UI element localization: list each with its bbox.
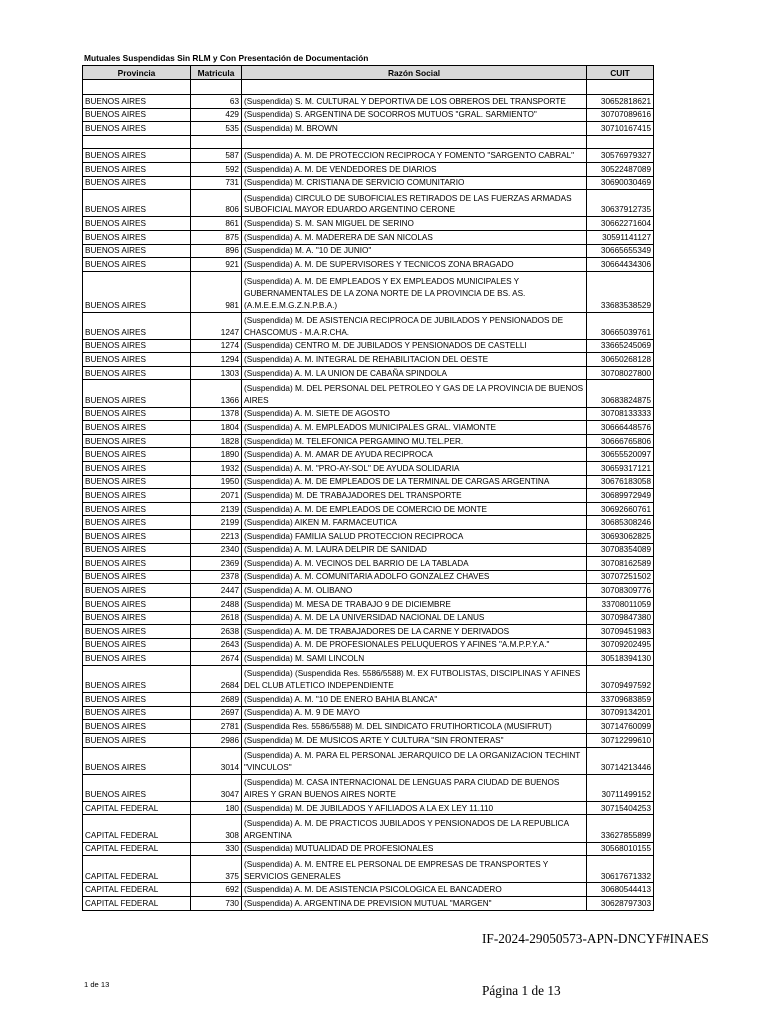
- cell-razon-social: (Suspendida) M. DE MUSICOS ARTE Y CULTURA "SIN FRONTERAS": [242, 733, 587, 747]
- cell-provincia: BUENOS AIRES: [83, 584, 191, 598]
- cell-matricula: 2781: [191, 720, 242, 734]
- cell-provincia: BUENOS AIRES: [83, 720, 191, 734]
- table-row: [83, 842, 654, 856]
- table-header-row: [83, 66, 654, 80]
- cell-razon-social: (Suspendida) S. ARGENTINA DE SOCORROS MUTUOS "GRAL. SARMIENTO": [242, 108, 587, 122]
- cell-cuit: 30662271604: [587, 217, 654, 231]
- cell-matricula: 1950: [191, 475, 242, 489]
- cell-matricula: 730: [191, 897, 242, 911]
- cell-cuit: 30708133333: [587, 407, 654, 421]
- cell-razon-social: (Suspendida) A. M. DE SUPERVISORES Y TECNICOS ZONA BRAGADO: [242, 258, 587, 272]
- table-row: [83, 584, 654, 598]
- table-row: [83, 597, 654, 611]
- cell-provincia: BUENOS AIRES: [83, 475, 191, 489]
- cell-matricula: 1828: [191, 434, 242, 448]
- table-row: [83, 516, 654, 530]
- cell-matricula: 2643: [191, 638, 242, 652]
- cell-matricula: 2684: [191, 665, 242, 692]
- cell-razon-social: (Suspendida) A. M. "PRO-AY-SOL" DE AYUDA SOLIDARIA: [242, 462, 587, 476]
- cell-provincia: BUENOS AIRES: [83, 258, 191, 272]
- cell-razon-social: (Suspendida) A. M. DE PROFESIONALES PELUQUEROS Y AFINES "A.M.P.P.Y.A.": [242, 638, 587, 652]
- cell-razon-social: (Suspendida) A. M. OLIBANO: [242, 584, 587, 598]
- table-row: [83, 693, 654, 707]
- table-row: [83, 80, 654, 95]
- cell-cuit: 30714213446: [587, 747, 654, 774]
- cell-matricula: 330: [191, 842, 242, 856]
- table-row: [83, 747, 654, 774]
- cell-cuit: 30709847380: [587, 611, 654, 625]
- cell-matricula: 921: [191, 258, 242, 272]
- cell-razon-social: (Suspendida) M. DE JUBILADOS Y AFILIADOS A LA EX LEY 11.110: [242, 801, 587, 815]
- cell-cuit: 30715404253: [587, 801, 654, 815]
- cell-razon-social: (Suspendida) A. M. DE PRACTICOS JUBILADOS Y PENSIONADOS DE LA REPUBLICA ARGENTINA: [242, 815, 587, 842]
- table-row: [83, 380, 654, 407]
- cell-provincia: [83, 135, 191, 149]
- cell-matricula: 1247: [191, 312, 242, 339]
- table-row: [83, 815, 654, 842]
- cell-cuit: [587, 135, 654, 149]
- table-row: [83, 652, 654, 666]
- cell-provincia: BUENOS AIRES: [83, 625, 191, 639]
- cell-matricula: 180: [191, 801, 242, 815]
- cell-cuit: 33627855899: [587, 815, 654, 842]
- table-row: [83, 530, 654, 544]
- cell-provincia: BUENOS AIRES: [83, 665, 191, 692]
- table-row: [83, 448, 654, 462]
- cell-cuit: 30690030469: [587, 176, 654, 190]
- cell-matricula: 861: [191, 217, 242, 231]
- cell-cuit: [587, 80, 654, 95]
- cell-cuit: 30685308246: [587, 516, 654, 530]
- cell-razon-social: (Suspendida) A. M. DE ASISTENCIA PSICOLOGICA EL BANCADERO: [242, 883, 587, 897]
- cell-provincia: BUENOS AIRES: [83, 570, 191, 584]
- cell-razon-social: (Suspendida) A. M. LAURA DELPIR DE SANIDAD: [242, 543, 587, 557]
- table-row: [83, 489, 654, 503]
- cell-matricula: 731: [191, 176, 242, 190]
- cell-razon-social: (Suspendida) A. ARGENTINA DE PREVISION MUTUAL "MARGEN": [242, 897, 587, 911]
- header-provincia: Provincia: [83, 66, 191, 80]
- cell-matricula: [191, 80, 242, 95]
- header-razon-social: Razón Social: [242, 66, 587, 80]
- cell-provincia: CAPITAL FEDERAL: [83, 842, 191, 856]
- cell-cuit: 30522487089: [587, 162, 654, 176]
- cell-matricula: 692: [191, 883, 242, 897]
- cell-cuit: 30708027800: [587, 366, 654, 380]
- cell-razon-social: (Suspendida) A. M. DE EMPLEADOS Y EX EMPLEADOS MUNICIPALES Y GUBERNAMENTALES DE LA ZONA NORTE DE LA PROVINCIA DE BS. AS. (A.M.E.E.M.G.Z.N.P.B.A.): [242, 271, 587, 312]
- cell-matricula: 1294: [191, 353, 242, 367]
- cell-razon-social: (Suspendida) A. M. ENTRE EL PERSONAL DE EMPRESAS DE TRANSPORTES Y SERVICIOS GENERALES: [242, 856, 587, 883]
- cell-matricula: 2340: [191, 543, 242, 557]
- table-row: [83, 883, 654, 897]
- cell-razon-social: (Suspendida) AIKEN M. FARMACEUTICA: [242, 516, 587, 530]
- table-row: [83, 190, 654, 217]
- table-row: [83, 856, 654, 883]
- cell-matricula: 1274: [191, 339, 242, 353]
- table-row: [83, 258, 654, 272]
- cell-cuit: 30711499152: [587, 774, 654, 801]
- cell-provincia: BUENOS AIRES: [83, 230, 191, 244]
- cell-cuit: 30665655349: [587, 244, 654, 258]
- cell-matricula: [191, 135, 242, 149]
- table-row: [83, 638, 654, 652]
- cell-matricula: 2689: [191, 693, 242, 707]
- cell-cuit: 30664434306: [587, 258, 654, 272]
- cell-razon-social: (Suspendida) A. M. EMPLEADOS MUNICIPALES GRAL. VIAMONTE: [242, 421, 587, 435]
- cell-cuit: 30680544413: [587, 883, 654, 897]
- table-row: [83, 135, 654, 149]
- cell-cuit: 30568010155: [587, 842, 654, 856]
- cell-provincia: BUENOS AIRES: [83, 638, 191, 652]
- header-matricula: Matricula: [191, 66, 242, 80]
- table-row: [83, 162, 654, 176]
- cell-matricula: 2139: [191, 502, 242, 516]
- cell-razon-social: (Suspendida) A. M. DE VENDEDORES DE DIARIOS: [242, 162, 587, 176]
- cell-razon-social: (Suspendida) M. DEL PERSONAL DEL PETROLEO Y GAS DE LA PROVINCIA DE BUENOS AIRES: [242, 380, 587, 407]
- cell-matricula: 2986: [191, 733, 242, 747]
- cell-razon-social: (Suspendida) A. M. PARA EL PERSONAL JERARQUICO DE LA ORGANIZACION TECHINT "VINCULOS": [242, 747, 587, 774]
- cell-provincia: BUENOS AIRES: [83, 108, 191, 122]
- table-row: [83, 720, 654, 734]
- cell-provincia: BUENOS AIRES: [83, 652, 191, 666]
- cell-matricula: 1932: [191, 462, 242, 476]
- cell-razon-social: (Suspendida) A. M. INTEGRAL DE REHABILITACION DEL OESTE: [242, 353, 587, 367]
- cell-matricula: 3047: [191, 774, 242, 801]
- cell-cuit: 30712299610: [587, 733, 654, 747]
- cell-matricula: 308: [191, 815, 242, 842]
- cell-cuit: 30676183058: [587, 475, 654, 489]
- cell-cuit: 30710167415: [587, 122, 654, 136]
- cell-cuit: 30709202495: [587, 638, 654, 652]
- cell-razon-social: (Suspendida) M. A. "10 DE JUNIO": [242, 244, 587, 258]
- table-row: [83, 244, 654, 258]
- cell-cuit: 30707251502: [587, 570, 654, 584]
- cell-provincia: BUENOS AIRES: [83, 244, 191, 258]
- cell-razon-social: (Suspendida) A. M. MADERERA DE SAN NICOLAS: [242, 230, 587, 244]
- table-row: [83, 733, 654, 747]
- table-row: [83, 366, 654, 380]
- cell-matricula: 587: [191, 149, 242, 163]
- cell-matricula: 806: [191, 190, 242, 217]
- cell-matricula: 1303: [191, 366, 242, 380]
- cell-matricula: 2618: [191, 611, 242, 625]
- cell-provincia: BUENOS AIRES: [83, 706, 191, 720]
- cell-provincia: BUENOS AIRES: [83, 312, 191, 339]
- cell-razon-social: (Suspendida) M. MESA DE TRABAJO 9 DE DICIEMBRE: [242, 597, 587, 611]
- cell-matricula: 981: [191, 271, 242, 312]
- cell-razon-social: (Suspendida) M. DE TRABAJADORES DEL TRANSPORTE: [242, 489, 587, 503]
- table-row: [83, 312, 654, 339]
- cell-razon-social: (Suspendida) S. M. SAN MIGUEL DE SERINO: [242, 217, 587, 231]
- cell-razon-social: (Suspendida) FAMILIA SALUD PROTECCION RECIPROCA: [242, 530, 587, 544]
- cell-cuit: 30709497592: [587, 665, 654, 692]
- cell-razon-social: (Suspendida) M. BROWN: [242, 122, 587, 136]
- cell-cuit: 30693062825: [587, 530, 654, 544]
- cell-provincia: [83, 80, 191, 95]
- cell-cuit: 30650268128: [587, 353, 654, 367]
- cell-provincia: BUENOS AIRES: [83, 434, 191, 448]
- table-row: [83, 271, 654, 312]
- cell-razon-social: (Suspendida) M. SAMI LINCOLN: [242, 652, 587, 666]
- cell-cuit: 30617671332: [587, 856, 654, 883]
- cell-provincia: BUENOS AIRES: [83, 176, 191, 190]
- cell-provincia: BUENOS AIRES: [83, 353, 191, 367]
- cell-provincia: CAPITAL FEDERAL: [83, 801, 191, 815]
- cell-cuit: 30652818621: [587, 95, 654, 109]
- cell-cuit: 30655520097: [587, 448, 654, 462]
- cell-provincia: BUENOS AIRES: [83, 162, 191, 176]
- table-row: [83, 706, 654, 720]
- cell-razon-social: (Suspendida) A. M. "10 DE ENERO BAHIA BLANCA": [242, 693, 587, 707]
- cell-provincia: BUENOS AIRES: [83, 557, 191, 571]
- cell-cuit: 30666765806: [587, 434, 654, 448]
- table-body: [83, 80, 654, 911]
- cell-razon-social: (Suspendida) A. M. LA UNION DE CABAÑA SPINDOLA: [242, 366, 587, 380]
- cell-provincia: BUENOS AIRES: [83, 339, 191, 353]
- cell-matricula: 1366: [191, 380, 242, 407]
- table-row: [83, 421, 654, 435]
- cell-cuit: 33709683859: [587, 693, 654, 707]
- cell-provincia: CAPITAL FEDERAL: [83, 897, 191, 911]
- table-row: [83, 543, 654, 557]
- cell-cuit: 30665039761: [587, 312, 654, 339]
- cell-provincia: BUENOS AIRES: [83, 733, 191, 747]
- cell-cuit: 30708309776: [587, 584, 654, 598]
- cell-matricula: 375: [191, 856, 242, 883]
- table-row: [83, 353, 654, 367]
- cell-matricula: 2638: [191, 625, 242, 639]
- cell-cuit: 30659317121: [587, 462, 654, 476]
- cell-razon-social: (Suspendida) A. M. AMAR DE AYUDA RECIPROCA: [242, 448, 587, 462]
- cell-matricula: 2447: [191, 584, 242, 598]
- cell-cuit: 30714760099: [587, 720, 654, 734]
- cell-matricula: 63: [191, 95, 242, 109]
- cell-razon-social: (Suspendida) CIRCULO DE SUBOFICIALES RETIRADOS DE LAS FUERZAS ARMADAS SUBOFICIAL MAYOR EDUARDO ARGENTINO CERONE: [242, 190, 587, 217]
- cell-cuit: 30707089616: [587, 108, 654, 122]
- cell-matricula: 896: [191, 244, 242, 258]
- cell-razon-social: [242, 135, 587, 149]
- cell-provincia: BUENOS AIRES: [83, 597, 191, 611]
- cell-razon-social: (Suspendida) A. M. SIETE DE AGOSTO: [242, 407, 587, 421]
- page-number: Página 1 de 13: [482, 983, 561, 998]
- cell-razon-social: (Suspendida) (Suspendida Res. 5586/5588) M. EX FUTBOLISTAS, DISCIPLINAS Y AFINES DEL CLUB ATLETICO INDEPENDIENTE: [242, 665, 587, 692]
- cell-razon-social: (Suspendida) M. CASA INTERNACIONAL DE LENGUAS PARA CIUDAD DE BUENOS AIRES Y GRAN BUENOS AIRES NORTE: [242, 774, 587, 801]
- table-row: [83, 774, 654, 801]
- document-id: IF-2024-29050573-APN-DNCYF#INAES: [482, 931, 709, 946]
- cell-matricula: 2488: [191, 597, 242, 611]
- cell-matricula: 2674: [191, 652, 242, 666]
- cell-provincia: BUENOS AIRES: [83, 407, 191, 421]
- cell-matricula: 2378: [191, 570, 242, 584]
- cell-razon-social: (Suspendida) CENTRO M. DE JUBILADOS Y PENSIONADOS DE CASTELLI: [242, 339, 587, 353]
- cell-matricula: 2213: [191, 530, 242, 544]
- cell-razon-social: (Suspendida) S. M. CULTURAL Y DEPORTIVA DE LOS OBREROS DEL TRANSPORTE: [242, 95, 587, 109]
- cell-provincia: BUENOS AIRES: [83, 190, 191, 217]
- table-row: [83, 801, 654, 815]
- cell-razon-social: (Suspendida) A. M. VECINOS DEL BARRIO DE LA TABLADA: [242, 557, 587, 571]
- cell-razon-social: (Suspendida) A. M. DE EMPLEADOS DE LA TERMINAL DE CARGAS ARGENTINA: [242, 475, 587, 489]
- cell-cuit: 30628797303: [587, 897, 654, 911]
- mutuales-table: [82, 65, 654, 911]
- table-row: [83, 475, 654, 489]
- cell-provincia: BUENOS AIRES: [83, 217, 191, 231]
- table-row: [83, 149, 654, 163]
- cell-provincia: BUENOS AIRES: [83, 543, 191, 557]
- cell-razon-social: (Suspendida) M. DE ASISTENCIA RECIPROCA DE JUBILADOS Y PENSIONADOS DE CHASCOMUS - M.A.R.CHA.: [242, 312, 587, 339]
- cell-razon-social: (Suspendida) A. M. DE PROTECCION RECIPROCA Y FOMENTO "SARGENTO CABRAL": [242, 149, 587, 163]
- cell-matricula: 2697: [191, 706, 242, 720]
- cell-provincia: BUENOS AIRES: [83, 448, 191, 462]
- cell-provincia: BUENOS AIRES: [83, 462, 191, 476]
- cell-razon-social: (Suspendida) MUTUALIDAD DE PROFESIONALES: [242, 842, 587, 856]
- cell-matricula: 535: [191, 122, 242, 136]
- cell-razon-social: (Suspendida) A. M. DE LA UNIVERSIDAD NACIONAL DE LANUS: [242, 611, 587, 625]
- table-row: [83, 462, 654, 476]
- cell-razon-social: [242, 80, 587, 95]
- cell-cuit: 30637912735: [587, 190, 654, 217]
- cell-provincia: BUENOS AIRES: [83, 530, 191, 544]
- cell-provincia: BUENOS AIRES: [83, 421, 191, 435]
- table-row: [83, 122, 654, 136]
- cell-provincia: BUENOS AIRES: [83, 516, 191, 530]
- table-row: [83, 557, 654, 571]
- cell-matricula: 2071: [191, 489, 242, 503]
- cell-cuit: 30666448576: [587, 421, 654, 435]
- cell-matricula: 1378: [191, 407, 242, 421]
- cell-provincia: CAPITAL FEDERAL: [83, 815, 191, 842]
- cell-provincia: BUENOS AIRES: [83, 489, 191, 503]
- cell-provincia: BUENOS AIRES: [83, 502, 191, 516]
- table-row: [83, 217, 654, 231]
- cell-matricula: 875: [191, 230, 242, 244]
- table-row: [83, 611, 654, 625]
- table-row: [83, 95, 654, 109]
- cell-provincia: BUENOS AIRES: [83, 747, 191, 774]
- cell-razon-social: (Suspendida) M. TELEFONICA PERGAMINO MU.TEL.PER.: [242, 434, 587, 448]
- header-cuit: CUIT: [587, 66, 654, 80]
- cell-provincia: CAPITAL FEDERAL: [83, 856, 191, 883]
- cell-provincia: BUENOS AIRES: [83, 611, 191, 625]
- cell-matricula: 1890: [191, 448, 242, 462]
- cell-razon-social: (Suspendida) A. M. DE TRABAJADORES DE LA CARNE Y DERIVADOS: [242, 625, 587, 639]
- document-title: Mutuales Suspendidas Sin RLM y Con Presentación de Documentación: [84, 53, 369, 63]
- cell-cuit: 30591141127: [587, 230, 654, 244]
- cell-cuit: 30518394130: [587, 652, 654, 666]
- table-row: [83, 625, 654, 639]
- table-row: [83, 407, 654, 421]
- cell-razon-social: (Suspendida) A. M. 9 DE MAYO: [242, 706, 587, 720]
- cell-provincia: BUENOS AIRES: [83, 271, 191, 312]
- page-indicator-small: 1 de 13: [84, 980, 110, 989]
- table-row: [83, 502, 654, 516]
- table-row: [83, 176, 654, 190]
- table-row: [83, 897, 654, 911]
- cell-cuit: 33665245069: [587, 339, 654, 353]
- table-row: [83, 570, 654, 584]
- cell-matricula: 592: [191, 162, 242, 176]
- table-row: [83, 665, 654, 692]
- cell-cuit: 30576979327: [587, 149, 654, 163]
- cell-cuit: 30709451983: [587, 625, 654, 639]
- cell-matricula: 3014: [191, 747, 242, 774]
- cell-matricula: 2199: [191, 516, 242, 530]
- cell-cuit: 33683538529: [587, 271, 654, 312]
- cell-cuit: 30708354089: [587, 543, 654, 557]
- cell-matricula: 429: [191, 108, 242, 122]
- cell-provincia: BUENOS AIRES: [83, 149, 191, 163]
- cell-cuit: 30708162589: [587, 557, 654, 571]
- cell-matricula: 1804: [191, 421, 242, 435]
- cell-cuit: 30689972949: [587, 489, 654, 503]
- cell-cuit: 30692660761: [587, 502, 654, 516]
- cell-provincia: CAPITAL FEDERAL: [83, 883, 191, 897]
- cell-razon-social: (Suspendida) A. M. DE EMPLEADOS DE COMERCIO DE MONTE: [242, 502, 587, 516]
- cell-razon-social: (Suspendida) M. CRISTIANA DE SERVICIO COMUNITARIO: [242, 176, 587, 190]
- cell-provincia: BUENOS AIRES: [83, 95, 191, 109]
- cell-cuit: 30683824875: [587, 380, 654, 407]
- cell-provincia: BUENOS AIRES: [83, 774, 191, 801]
- cell-provincia: BUENOS AIRES: [83, 366, 191, 380]
- table-row: [83, 108, 654, 122]
- cell-matricula: 2369: [191, 557, 242, 571]
- table-row: [83, 230, 654, 244]
- cell-cuit: 33708011059: [587, 597, 654, 611]
- cell-razon-social: (Suspendida) A. M. COMUNITARIA ADOLFO GONZALEZ CHAVES: [242, 570, 587, 584]
- table-row: [83, 339, 654, 353]
- table-row: [83, 434, 654, 448]
- cell-provincia: BUENOS AIRES: [83, 693, 191, 707]
- cell-cuit: 30709134201: [587, 706, 654, 720]
- cell-provincia: BUENOS AIRES: [83, 122, 191, 136]
- cell-provincia: BUENOS AIRES: [83, 380, 191, 407]
- cell-razon-social: (Suspendida Res. 5586/5588) M. DEL SINDICATO FRUTIHORTICOLA (MUSIFRUT): [242, 720, 587, 734]
